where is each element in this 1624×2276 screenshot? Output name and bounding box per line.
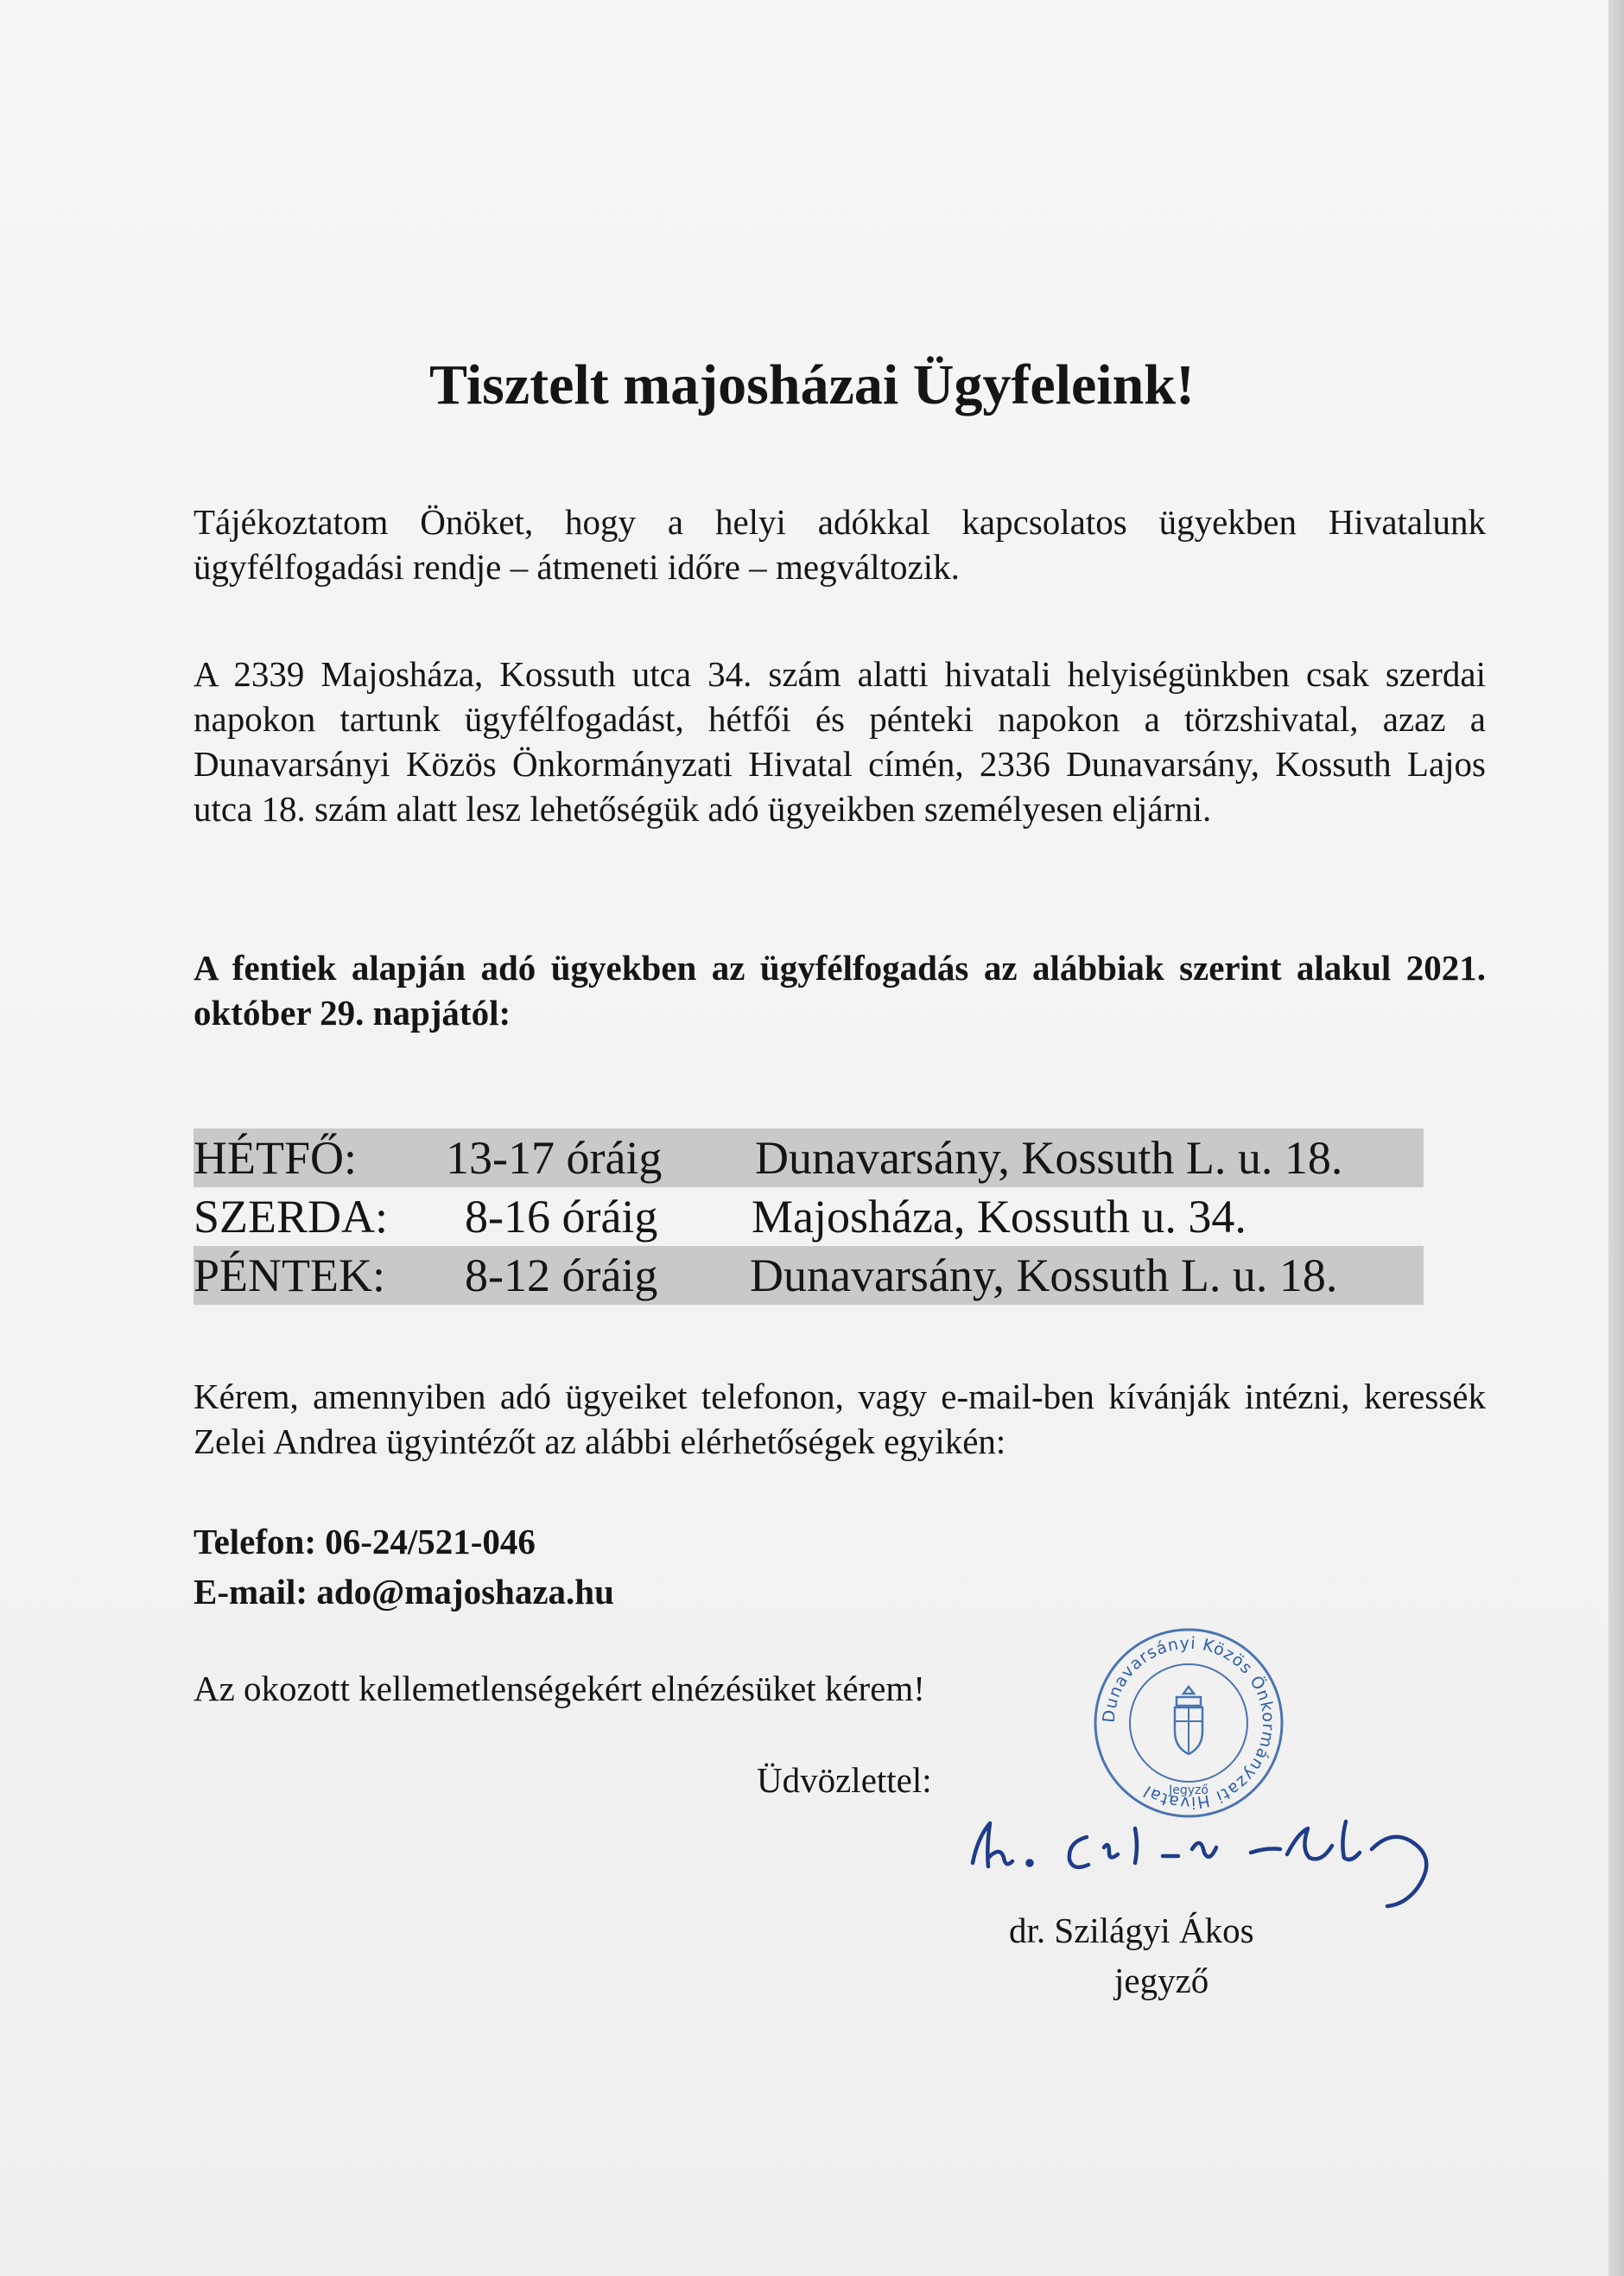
- schedule-place: Dunavarsány, Kossuth L. u. 18.: [755, 1132, 1343, 1184]
- schedule-row-monday: [193, 1128, 1424, 1187]
- schedule-day: HÉTFŐ:: [193, 1132, 357, 1184]
- schedule-place: Dunavarsány, Kossuth L. u. 18.: [750, 1249, 1338, 1301]
- seal-sub-text: Jegyző: [1169, 1783, 1208, 1797]
- schedule-day: SZERDA:: [193, 1191, 389, 1243]
- contact-request-paragraph: Kérem, amennyiben adó ügyeiket telefonon, vagy e-mail-ben kívánják intézni, keressék Zelei Andrea ügyintézőt az alábbi elérhetőségek egyikén:: [193, 1376, 1486, 1461]
- phone-line: Telefon: 06-24/521-046: [193, 1522, 536, 1561]
- official-seal-icon: [1090, 1624, 1287, 1821]
- schedule-day: PÉNTEK:: [193, 1249, 385, 1301]
- notice-paragraph: A fentiek alapján adó ügyekben az ügyfélfogadás az alábbiak szerint alakul 2021. október 29. napjától:: [193, 948, 1486, 1033]
- signer-name: dr. Szilágyi Ákos: [1009, 1910, 1254, 1950]
- schedule-hours: 8-12 óráig: [465, 1249, 658, 1301]
- schedule-row-wednesday: [193, 1187, 1424, 1246]
- schedule-place: Majosháza, Kossuth u. 34.: [752, 1191, 1247, 1243]
- details-paragraph: A 2339 Majosháza, Kossuth utca 34. szám alatti hivatali helyiségünkben csak szerdai napokon tartunk ügyfélfogadást, hétfői és pénteki napokon a törzshivatal, azaz a Dunavarsányi Közös Önkormányzati Hivatal címén, 2336 Dunavarsány, Kossuth Lajos utca 18. szám alatt lesz lehetőségük adó ügyeikben személyesen eljárni.: [193, 654, 1486, 829]
- schedule-hours: 13-17 óráig: [446, 1132, 663, 1184]
- schedule-hours: 8-16 óráig: [465, 1191, 658, 1243]
- page-edge: [1608, 0, 1624, 2276]
- seal-ring-text: Dunavarsányi Közös Önkormányzati Hivatal: [1099, 1633, 1278, 1813]
- signer-title: jegyző: [1114, 1961, 1209, 2000]
- greeting-line: Üdvözlettel:: [757, 1760, 932, 1800]
- schedule-row-friday: [193, 1246, 1424, 1305]
- handwritten-signature-icon: [966, 1797, 1475, 1910]
- intro-paragraph: Tájékoztatom Önöket, hogy a helyi adókkal kapcsolatos ügyekben Hivatalunk ügyfélfogadási rendje – átmeneti időre – megváltozik.: [193, 502, 1486, 587]
- document-title: Tisztelt majosházai Ügyfeleink!: [428, 353, 1195, 416]
- apology-line: Az okozott kellemetlenségekért elnézésüket kérem!: [193, 1669, 925, 1708]
- email-line: E-mail: ado@majoshaza.hu: [193, 1572, 614, 1612]
